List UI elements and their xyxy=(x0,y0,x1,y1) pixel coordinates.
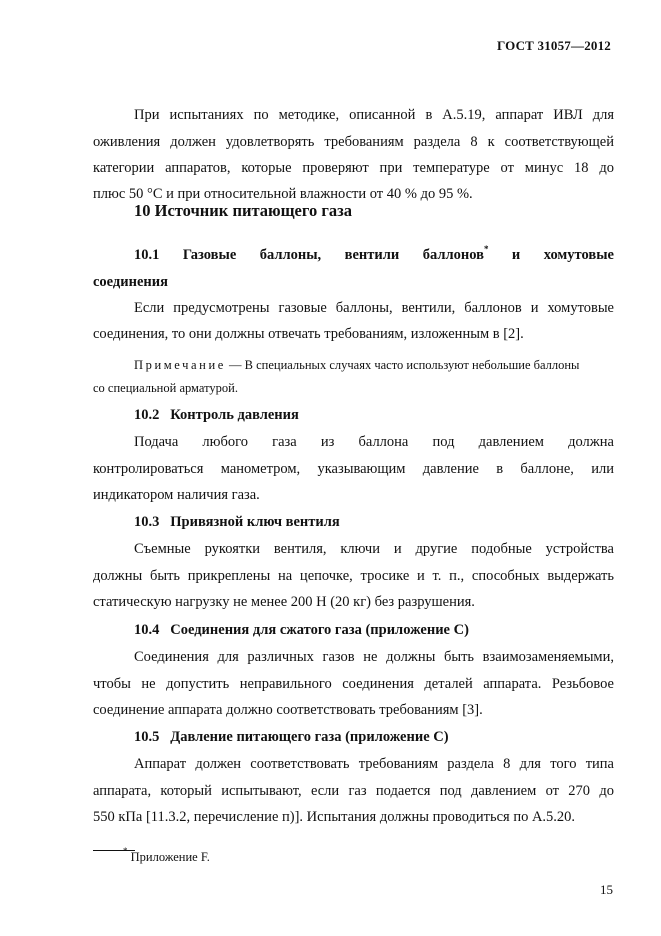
s10-3-body-line-2: должны быть прикреплены на цепочке, тросике и т. п., способных выдержать xyxy=(93,568,614,584)
s10-1-note xyxy=(134,355,614,375)
section-10-3-heading: 10.3 Привязной ключ вентиля xyxy=(134,514,340,530)
intro-line-2: оживления должен удовлетворять требованиям раздела 8 к соответствующей xyxy=(93,134,614,150)
heading-word: и xyxy=(511,247,521,263)
s10-1-body-line-1: Если предусмотрены газовые баллоны, вентили, баллонов и хомутовые xyxy=(134,300,614,316)
s10-2-body-line-2: контролироваться манометром, указывающим давление в баллоне, или xyxy=(93,461,614,477)
heading-word: вентили xyxy=(344,247,400,263)
footnote-mark: * xyxy=(123,846,128,856)
section-10-1-heading xyxy=(134,245,614,266)
intro-line-4: плюс 50 °С и при относительной влажности от 40 % до 95 %. xyxy=(93,186,473,202)
s10-3-body-line-3: статическую нагрузку не менее 200 Н (20 кг) без разрушения. xyxy=(93,594,475,610)
section-10-5-heading: 10.5 Давление питающего газа (приложение С) xyxy=(134,729,449,745)
s10-4-body-line-1: Соединения для различных газов не должны быть взаимозаменяемыми, xyxy=(134,649,614,665)
s10-1-body-line-2: соединения, то они должны отвечать требованиям, изложенным в [2]. xyxy=(93,326,524,342)
heading-word: 10.1 xyxy=(134,247,160,263)
s10-5-body-line-2: аппарата, который испытывают, если газ подается под давлением от 270 до xyxy=(93,783,614,799)
heading-word: баллонов xyxy=(422,247,484,263)
section-10-title: 10 Источник питающего газа xyxy=(134,201,352,220)
s10-4-body-line-2: чтобы не допустить неправильного соединения деталей аппарата. Резьбовое xyxy=(93,676,614,692)
note-label: Примечание xyxy=(134,358,226,372)
footnote-reference: * xyxy=(483,244,489,254)
s10-5-body-line-3: 550 кПа [11.3.2, перечисление п)]. Испытания должны проводиться по А.5.20. xyxy=(93,809,576,825)
heading-word: баллоны, xyxy=(259,247,322,263)
heading-word: хомутовые xyxy=(543,247,614,263)
heading-word: Газовые xyxy=(182,247,237,263)
footnote xyxy=(123,846,210,865)
heading-word-with-footnote xyxy=(423,245,489,266)
s10-2-body-line-1: Подача любого газа из баллона под давлением должна xyxy=(134,434,614,450)
section-10-2-heading: 10.2 Контроль давления xyxy=(134,407,299,423)
s10-1-note-line-2: со специальной арматурой. xyxy=(93,381,238,395)
intro-line-1: При испытаниях по методике, описанной в А.5.19, аппарат ИВЛ для xyxy=(134,107,614,123)
note-text: — В специальных случаях часто используют небольшие баллоны xyxy=(225,358,580,372)
s10-4-body-line-3: соединение аппарата должно соответствовать требованиям [3]. xyxy=(93,702,483,718)
footnote-text: Приложение F. xyxy=(127,850,210,864)
page-number: 15 xyxy=(600,882,613,897)
s10-5-body-line-1: Аппарат должен соответствовать требованиям раздела 8 для того типа xyxy=(134,756,614,772)
s10-2-body-line-3: индикатором наличия газа. xyxy=(93,487,260,503)
s10-3-body-line-1: Съемные рукоятки вентиля, ключи и другие подобные устройства xyxy=(134,541,614,557)
section-10-1-heading-cont: соединения xyxy=(93,274,168,290)
section-10-4-heading: 10.4 Соединения для сжатого газа (приложение С) xyxy=(134,622,469,638)
intro-line-3: категории аппаратов, которые проверяют при температуре от минус 18 до xyxy=(93,160,614,176)
document-header-id: ГОСТ 31057—2012 xyxy=(496,38,611,53)
